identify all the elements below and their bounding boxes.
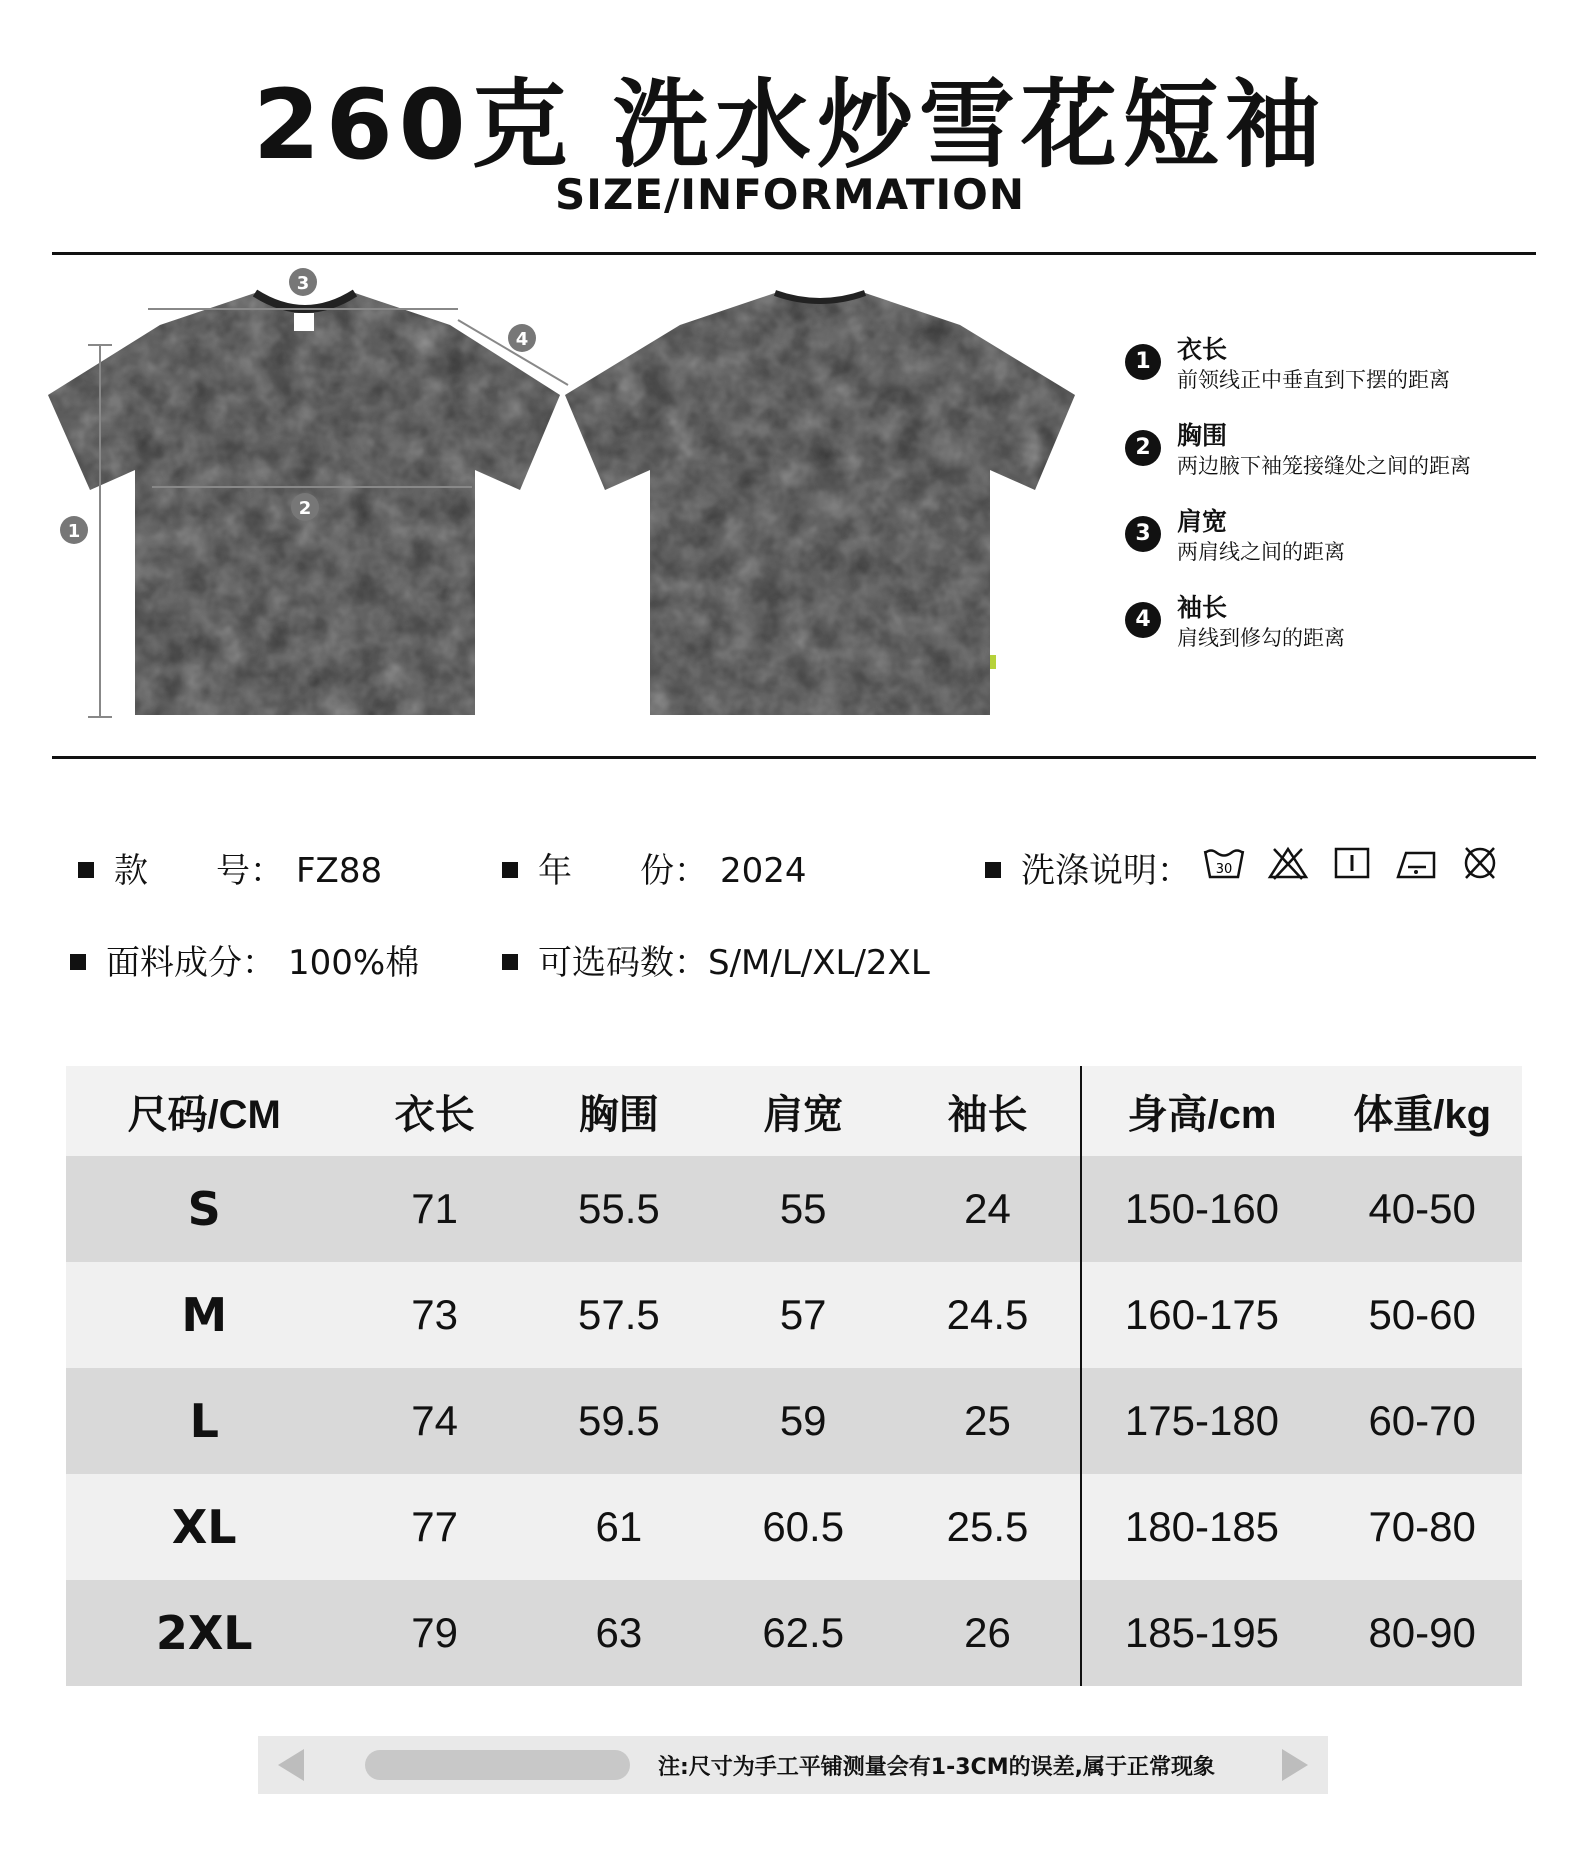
- scroll-thumb[interactable]: [365, 1750, 630, 1780]
- measure-marker-3: [289, 268, 317, 296]
- cell-weight: 50-60: [1322, 1262, 1522, 1368]
- info-value: S/M/L/XL/2XL: [708, 943, 930, 983]
- cell-length: 71: [342, 1156, 526, 1262]
- table-row: [66, 1156, 1522, 1262]
- svg-text:30: 30: [1215, 862, 1233, 877]
- size-table: [66, 1066, 1522, 1686]
- legend-title: 袖长: [1177, 593, 1228, 622]
- cell-height: 160-175: [1081, 1262, 1323, 1368]
- legend-desc: 两边腋下袖笼接缝处之间的距离: [1177, 454, 1471, 478]
- cell-sleeve: 24: [895, 1156, 1080, 1262]
- cell-height: 180-185: [1081, 1474, 1323, 1580]
- cell-chest: 61: [527, 1474, 711, 1580]
- measurement-legend: [1125, 330, 1565, 674]
- legend-number: 4: [1125, 602, 1161, 638]
- legend-title: 胸围: [1177, 421, 1228, 450]
- no-bleach-icon: [1266, 845, 1310, 881]
- header-chest: 胸围: [527, 1066, 711, 1156]
- cell-size: XL: [66, 1474, 342, 1580]
- measurement-note: 注:尺寸为手工平铺测量会有1-3CM的误差,属于正常现象: [658, 1755, 1215, 1780]
- no-dryclean-icon: [1458, 845, 1502, 881]
- cell-weight: 40-50: [1322, 1156, 1522, 1262]
- header-length: 衣长: [342, 1066, 526, 1156]
- cell-length: 73: [342, 1262, 526, 1368]
- cell-chest: 55.5: [527, 1156, 711, 1262]
- cell-length: 79: [342, 1580, 526, 1686]
- cell-weight: 80-90: [1322, 1580, 1522, 1686]
- cell-weight: 60-70: [1322, 1368, 1522, 1474]
- svg-text:3: 3: [296, 273, 310, 294]
- cell-weight: 70-80: [1322, 1474, 1522, 1580]
- info-care: [985, 843, 1191, 892]
- bullet-icon: [70, 954, 86, 970]
- cell-height: 185-195: [1081, 1580, 1323, 1686]
- note-bar: [258, 1736, 1328, 1794]
- legend-title: 肩宽: [1177, 507, 1228, 536]
- cell-shoulder: 62.5: [711, 1580, 895, 1686]
- legend-desc: 前领线正中垂直到下摆的距离: [1177, 368, 1450, 392]
- top-divider: [52, 252, 1536, 255]
- info-value: 2024: [720, 851, 807, 891]
- bullet-icon: [502, 862, 518, 878]
- neck-tag-icon: [294, 313, 314, 331]
- table-row: [66, 1474, 1522, 1580]
- info-fabric: [70, 935, 419, 984]
- table-row: [66, 1580, 1522, 1686]
- legend-desc: 肩线到修勾的距离: [1177, 626, 1345, 650]
- cell-length: 77: [342, 1474, 526, 1580]
- header-sleeve: 袖长: [895, 1066, 1080, 1156]
- measure-marker-1: [60, 516, 88, 544]
- line-dry-icon: [1394, 845, 1438, 881]
- arrow-right-icon[interactable]: [1282, 1749, 1308, 1781]
- bullet-icon: [78, 862, 94, 878]
- info-style-number: [78, 843, 382, 892]
- info-value: 100%棉: [288, 943, 420, 983]
- header-height: 身高/cm: [1081, 1066, 1323, 1156]
- care-icons: [1202, 845, 1502, 881]
- bullet-icon: [502, 954, 518, 970]
- cell-height: 150-160: [1081, 1156, 1323, 1262]
- info-sizes: [502, 935, 930, 984]
- info-label: 面料成分：: [106, 943, 276, 983]
- table-row: [66, 1368, 1522, 1474]
- arrow-left-icon[interactable]: [278, 1749, 304, 1781]
- cell-chest: 63: [527, 1580, 711, 1686]
- legend-item-chest: [1125, 416, 1565, 502]
- legend-item-length: [1125, 330, 1565, 416]
- measure-marker-2: [291, 493, 319, 521]
- info-label: 可选码数：: [538, 943, 708, 983]
- info-value: FZ88: [296, 851, 383, 891]
- cell-shoulder: 57: [711, 1262, 895, 1368]
- cell-size: L: [66, 1368, 342, 1474]
- legend-desc: 两肩线之间的距离: [1177, 540, 1345, 564]
- info-label: 款 号：: [114, 851, 284, 891]
- legend-number: 3: [1125, 516, 1161, 552]
- measure-marker-4: [508, 324, 536, 352]
- side-tag-icon: [990, 655, 996, 669]
- page-subtitle: SIZE/INFORMATION: [554, 170, 1026, 219]
- legend-item-shoulder: [1125, 502, 1565, 588]
- legend-title: 衣长: [1177, 335, 1228, 364]
- cell-chest: 59.5: [527, 1368, 711, 1474]
- page-title: 260克 洗水炒雪花短袖: [253, 69, 1327, 181]
- wash-30-icon: [1202, 845, 1246, 881]
- header-size: 尺码/CM: [66, 1066, 342, 1156]
- table-row: [66, 1262, 1522, 1368]
- cell-sleeve: 25: [895, 1368, 1080, 1474]
- cell-sleeve: 26: [895, 1580, 1080, 1686]
- info-year: [502, 843, 807, 892]
- tshirt-illustration: [40, 265, 1100, 735]
- svg-text:1: 1: [67, 521, 81, 542]
- info-label: 年 份：: [538, 851, 708, 891]
- cell-shoulder: 59: [711, 1368, 895, 1474]
- bullet-icon: [985, 862, 1001, 878]
- cell-sleeve: 24.5: [895, 1262, 1080, 1368]
- legend-number: 2: [1125, 430, 1161, 466]
- cell-chest: 57.5: [527, 1262, 711, 1368]
- svg-text:4: 4: [515, 329, 529, 350]
- header-shoulder: 肩宽: [711, 1066, 895, 1156]
- cell-size: 2XL: [66, 1580, 342, 1686]
- cell-shoulder: 55: [711, 1156, 895, 1262]
- cell-sleeve: 25.5: [895, 1474, 1080, 1580]
- legend-number: 1: [1125, 344, 1161, 380]
- cell-size: S: [66, 1156, 342, 1262]
- info-label: 洗涤说明：: [1021, 851, 1191, 891]
- legend-item-sleeve: [1125, 588, 1565, 674]
- tumble-dry-icon: [1330, 845, 1374, 881]
- table-header-row: [66, 1066, 1522, 1156]
- cell-size: M: [66, 1262, 342, 1368]
- cell-height: 175-180: [1081, 1368, 1323, 1474]
- cell-length: 74: [342, 1368, 526, 1474]
- cell-shoulder: 60.5: [711, 1474, 895, 1580]
- svg-text:2: 2: [298, 498, 312, 519]
- bottom-divider: [52, 756, 1536, 759]
- back-shirt: [565, 293, 1075, 715]
- header-weight: 体重/kg: [1322, 1066, 1522, 1156]
